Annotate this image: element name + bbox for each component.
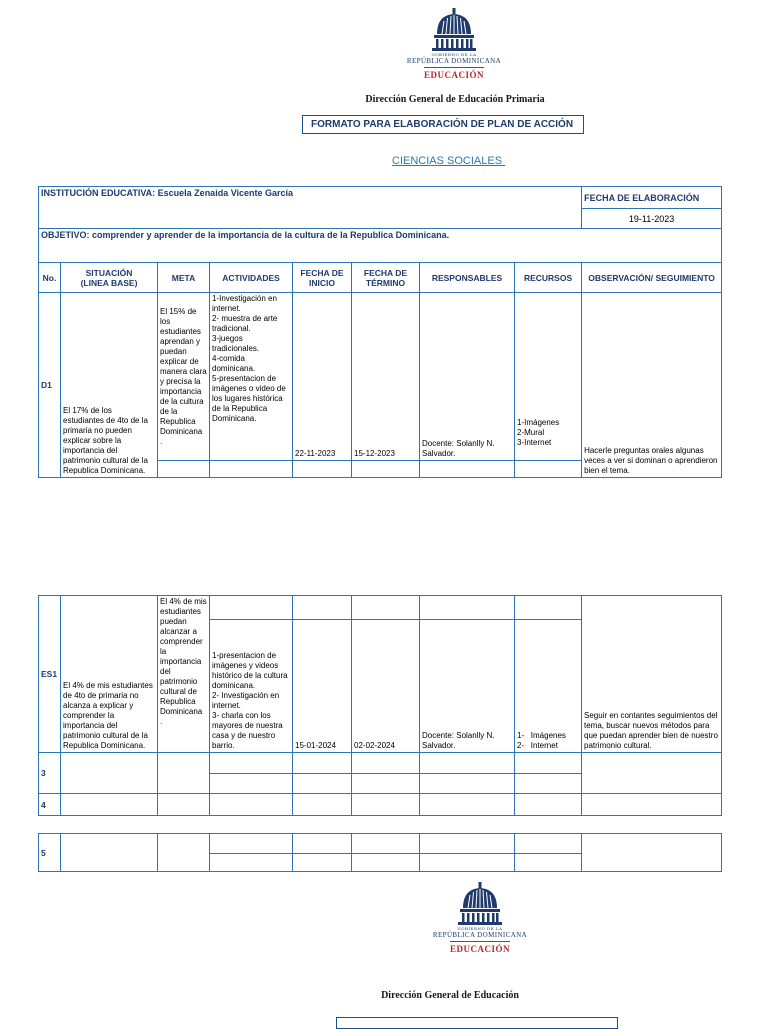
observation-cell: Seguir en contantes seguimientos del tema, buscar nuevos métodos para que puedan aprender bien de nuestro patrimonio cultural. (582, 596, 722, 753)
situation-cell: El 17% de los estudiantes de 4to de la primaria no pueden explicar sobre la importancia del patrimonio cultural de la Republica Dominicana. (61, 293, 158, 478)
format-title-box-cut (336, 1017, 618, 1029)
objective-cell: OBJETIVO: comprender y aprender de la importancia de la cultura de la Republica Dominicana. (39, 229, 722, 252)
government-logo-footer (412, 882, 548, 954)
date-label: FECHA DE ELABORACIÓN (582, 187, 722, 209)
country-name: REPÚBLICA DOMINICANA (432, 931, 528, 939)
government-label: GOBIERNO DE LA (457, 926, 503, 931)
government-label: GOBIERNO DE LA (431, 52, 477, 57)
row-id: D1 (39, 293, 61, 478)
institution-cell: INSTITUCIÓN EDUCATIVA: Escuela Zenaida Vicente García (39, 187, 582, 229)
directorate-title: Dirección General de Educación Primaria (365, 94, 545, 105)
table-header-row (39, 263, 722, 293)
plan-table-continued (38, 595, 722, 872)
capitol-dome-icon (457, 882, 503, 926)
subject-title: CIENCIAS SOCIALES (392, 155, 506, 167)
ministry-name: EDUCACIÓN (423, 70, 484, 80)
objective-spacer (39, 252, 722, 263)
row-id: 5 (39, 834, 61, 872)
plan-table (38, 186, 722, 478)
column-header: RESPONSABLES (420, 263, 515, 293)
observation-cell: Hacerle preguntas orales algunas veces a ver si dominan o aprendieron bien el tema. (582, 293, 722, 478)
capitol-dome-icon (431, 8, 477, 52)
column-header: META (158, 263, 210, 293)
start-date-cell: 22-11-2023 (293, 293, 352, 461)
column-header: FECHA DE TÉRMINO (352, 263, 420, 293)
goal-cell: El 4% de mis estudiantes puedan alcanzar a comprender la importancia del patrimonio cultural de Republica Dominicana . (158, 596, 210, 753)
red-divider (424, 67, 484, 68)
government-logo (384, 8, 524, 80)
responsible-cell: Docente: Solanlly N. Salvador. (420, 620, 515, 753)
table-row (39, 596, 722, 620)
goal-cell: El 15% de los estudiantes aprendan y puedan explicar de manera clara y precisa la importancia de la cultura de la Republica Dominicana . (158, 293, 210, 461)
end-date-cell: 02-02-2024 (352, 620, 420, 753)
row-id: 3 (39, 753, 61, 794)
format-title: FORMATO PARA ELABORACIÓN DE PLAN DE ACCIÓN (302, 115, 584, 134)
column-header: SITUACIÓN (LINEA BASE) (61, 263, 158, 293)
responsible-cell: Docente: Solanlly N. Salvador. (420, 293, 515, 461)
activities-cell: 1-Investigación en internet. 2- muestra de arte tradicional. 3-juegos tradicionales. 4-comida dominicana. 5-presentacion de imágenes o video de los lugares histórica de la Republica Dominicana. (210, 293, 293, 461)
country-name: REPÚBLICA DOMINICANA (406, 57, 502, 65)
resources-cell: 1-Imágenes 2-Mural 3-Internet (515, 293, 582, 461)
column-header: No. (39, 263, 61, 293)
column-header: FECHA DE INICIO (293, 263, 352, 293)
red-divider (450, 941, 510, 942)
ministry-name: EDUCACIÓN (449, 944, 510, 954)
date-value: 19-11-2023 (582, 209, 722, 229)
start-date-cell: 15-01-2024 (293, 620, 352, 753)
activities-cell: 1-presentacion de imágenes y videos histórico de la cultura dominicana. 2- Investigación en internet. 3- charla con los mayores de nuestra casa y de nuestro barrio. (210, 620, 293, 753)
end-date-cell: 15-12-2023 (352, 293, 420, 461)
column-header: OBSERVACIÓN/ SEGUIMIENTO (582, 263, 722, 293)
row-id: 4 (39, 794, 61, 816)
column-header: ACTIVIDADES (210, 263, 293, 293)
row-id: ES1 (39, 596, 61, 753)
table-row (39, 293, 722, 461)
resources-cell: 1- Imágenes 2- Internet (515, 620, 582, 753)
directorate-title-footer: Dirección General de Educación (381, 990, 519, 1001)
situation-cell: El 4% de mis estudiantes de 4to de primaria no alcanza a explicar y comprender la importancia del patrimonio cultural de la Republica Dominicana. (61, 596, 158, 753)
column-header: RECURSOS (515, 263, 582, 293)
